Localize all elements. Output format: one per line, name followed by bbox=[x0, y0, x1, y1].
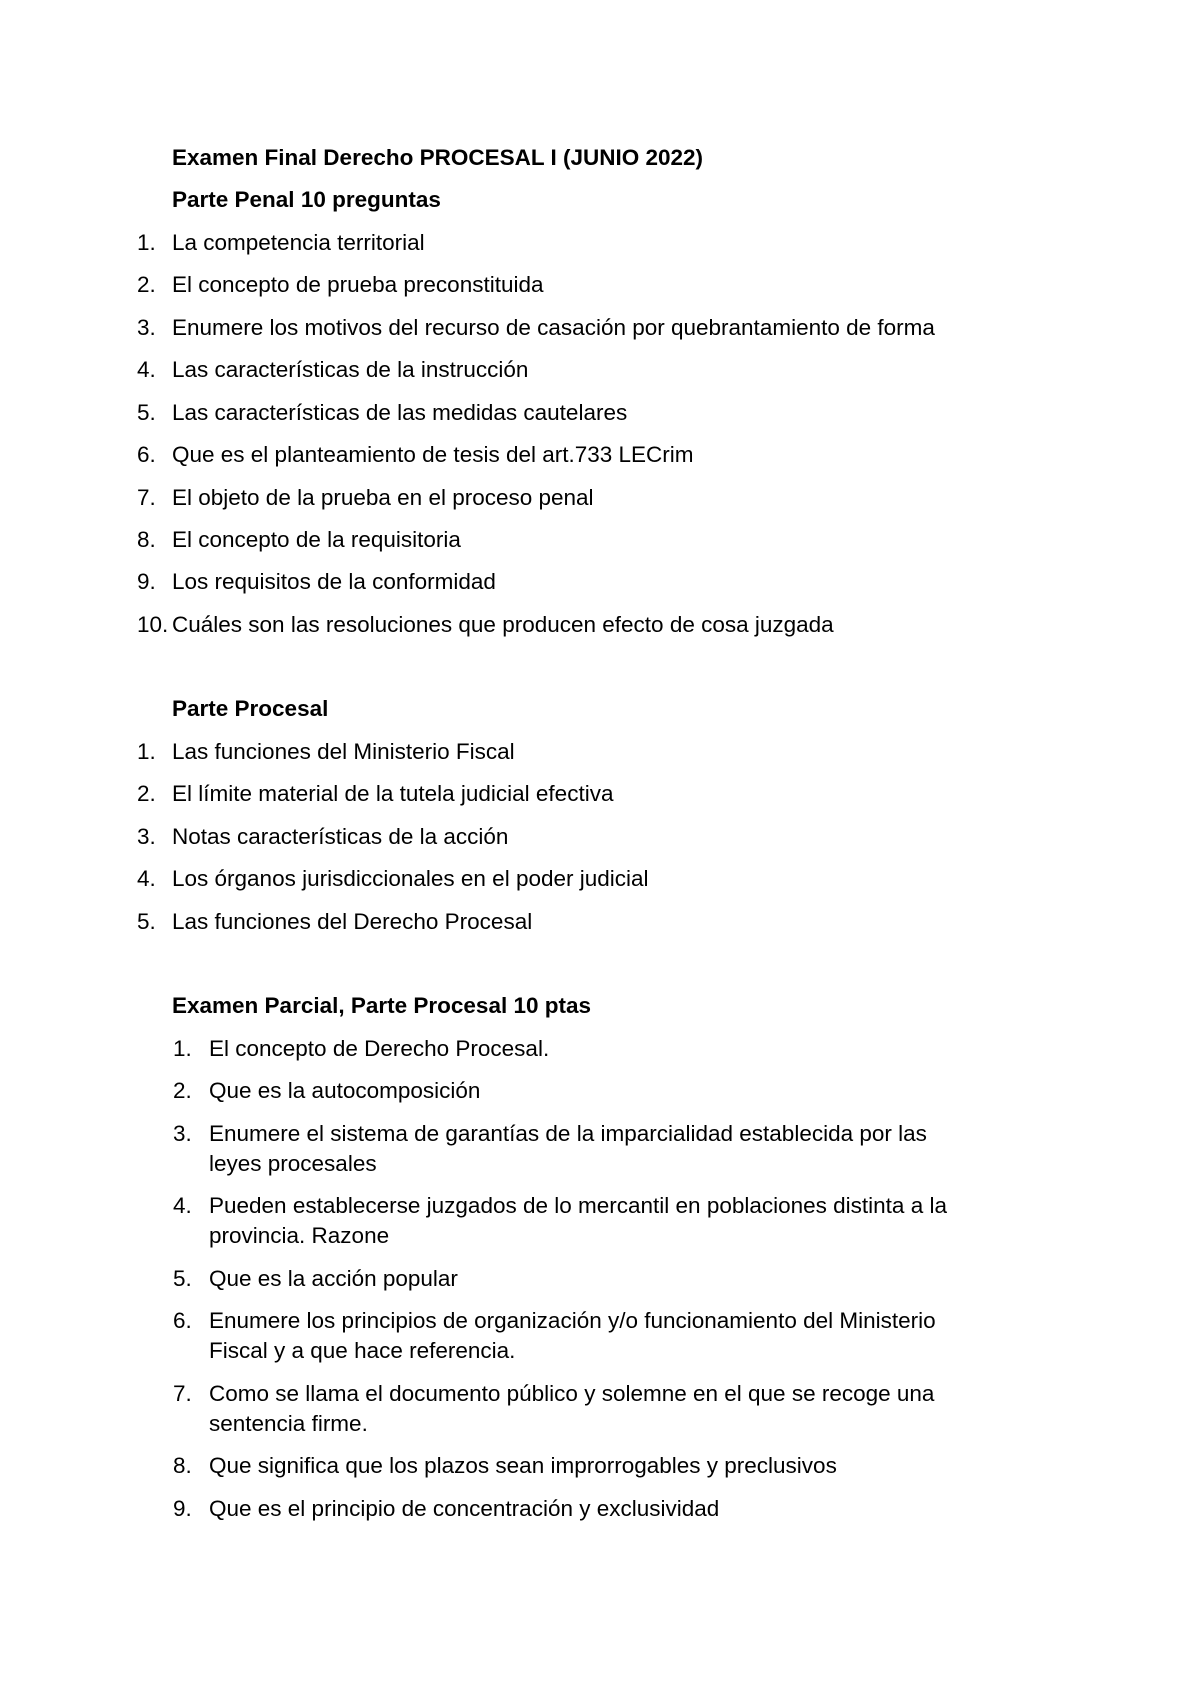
list-item-number: 9. bbox=[137, 569, 156, 594]
list-item-continuation: Fiscal y a que hace referencia. bbox=[209, 1338, 516, 1363]
list-item: Las características de las medidas cautelares bbox=[172, 400, 628, 425]
list-item-number: 3. bbox=[137, 315, 156, 340]
document-title: Examen Final Derecho PROCESAL I (JUNIO 2022) bbox=[172, 145, 704, 170]
list-item-continuation: provincia. Razone bbox=[209, 1223, 390, 1248]
list-item-number: 7. bbox=[137, 485, 156, 510]
list-item-number: 4. bbox=[137, 357, 156, 382]
section-heading-parte-procesal: Parte Procesal bbox=[172, 696, 329, 721]
list-item-number: 10. bbox=[137, 612, 169, 637]
list-item: Cuáles son las resoluciones que producen efecto de cosa juzgada bbox=[172, 612, 834, 637]
list-item-number: 2. bbox=[137, 781, 156, 806]
list-item: Que significa que los plazos sean improrrogables y preclusivos bbox=[209, 1453, 837, 1478]
list-item-number: 6. bbox=[137, 442, 156, 467]
list-item: Enumere los motivos del recurso de casación por quebrantamiento de forma bbox=[172, 315, 935, 340]
list-item: El límite material de la tutela judicial efectiva bbox=[172, 781, 614, 806]
list-item: Las funciones del Derecho Procesal bbox=[172, 909, 533, 934]
list-item: Los órganos jurisdiccionales en el poder judicial bbox=[172, 866, 649, 891]
section-heading-parte-penal: Parte Penal 10 preguntas bbox=[172, 187, 441, 212]
list-item: Enumere el sistema de garantías de la imparcialidad establecida por las bbox=[209, 1121, 927, 1146]
list-item-number: 1. bbox=[137, 230, 156, 255]
list-item-number: 4. bbox=[137, 866, 156, 891]
list-item-number: 5. bbox=[137, 909, 156, 934]
list-item-number: 6. bbox=[173, 1308, 192, 1333]
list-item-number: 1. bbox=[173, 1036, 192, 1061]
list-item: El concepto de prueba preconstituida bbox=[172, 272, 544, 297]
list-item-continuation: leyes procesales bbox=[209, 1151, 377, 1176]
list-item: Como se llama el documento público y solemne en el que se recoge una bbox=[209, 1381, 935, 1406]
list-item-number: 7. bbox=[173, 1381, 192, 1406]
list-item-number: 9. bbox=[173, 1496, 192, 1521]
list-item-number: 3. bbox=[137, 824, 156, 849]
list-item: Que es el planteamiento de tesis del art.733 LECrim bbox=[172, 442, 694, 467]
list-item: Que es el principio de concentración y exclusividad bbox=[209, 1496, 720, 1521]
list-item-number: 2. bbox=[173, 1078, 192, 1103]
list-item: Enumere los principios de organización y/o funcionamiento del Ministerio bbox=[209, 1308, 936, 1333]
list-item-number: 1. bbox=[137, 739, 156, 764]
list-item-number: 3. bbox=[173, 1121, 192, 1146]
list-item: Notas características de la acción bbox=[172, 824, 509, 849]
list-item: Los requisitos de la conformidad bbox=[172, 569, 496, 594]
list-item: Las funciones del Ministerio Fiscal bbox=[172, 739, 515, 764]
list-item-number: 2. bbox=[137, 272, 156, 297]
list-item: Las características de la instrucción bbox=[172, 357, 529, 382]
list-item-number: 4. bbox=[173, 1193, 192, 1218]
list-item: Pueden establecerse juzgados de lo mercantil en poblaciones distinta a la bbox=[209, 1193, 947, 1218]
list-item-continuation: sentencia firme. bbox=[209, 1411, 368, 1436]
list-item: Que es la autocomposición bbox=[209, 1078, 481, 1103]
list-item-number: 8. bbox=[173, 1453, 192, 1478]
section-heading-examen-parcial: Examen Parcial, Parte Procesal 10 ptas bbox=[172, 993, 591, 1018]
list-item-number: 5. bbox=[173, 1266, 192, 1291]
list-item-number: 5. bbox=[137, 400, 156, 425]
list-item: El concepto de Derecho Procesal. bbox=[209, 1036, 550, 1061]
list-item-number: 8. bbox=[137, 527, 156, 552]
list-item: El concepto de la requisitoria bbox=[172, 527, 461, 552]
list-item: El objeto de la prueba en el proceso penal bbox=[172, 485, 594, 510]
list-item: Que es la acción popular bbox=[209, 1266, 458, 1291]
list-item: La competencia territorial bbox=[172, 230, 425, 255]
